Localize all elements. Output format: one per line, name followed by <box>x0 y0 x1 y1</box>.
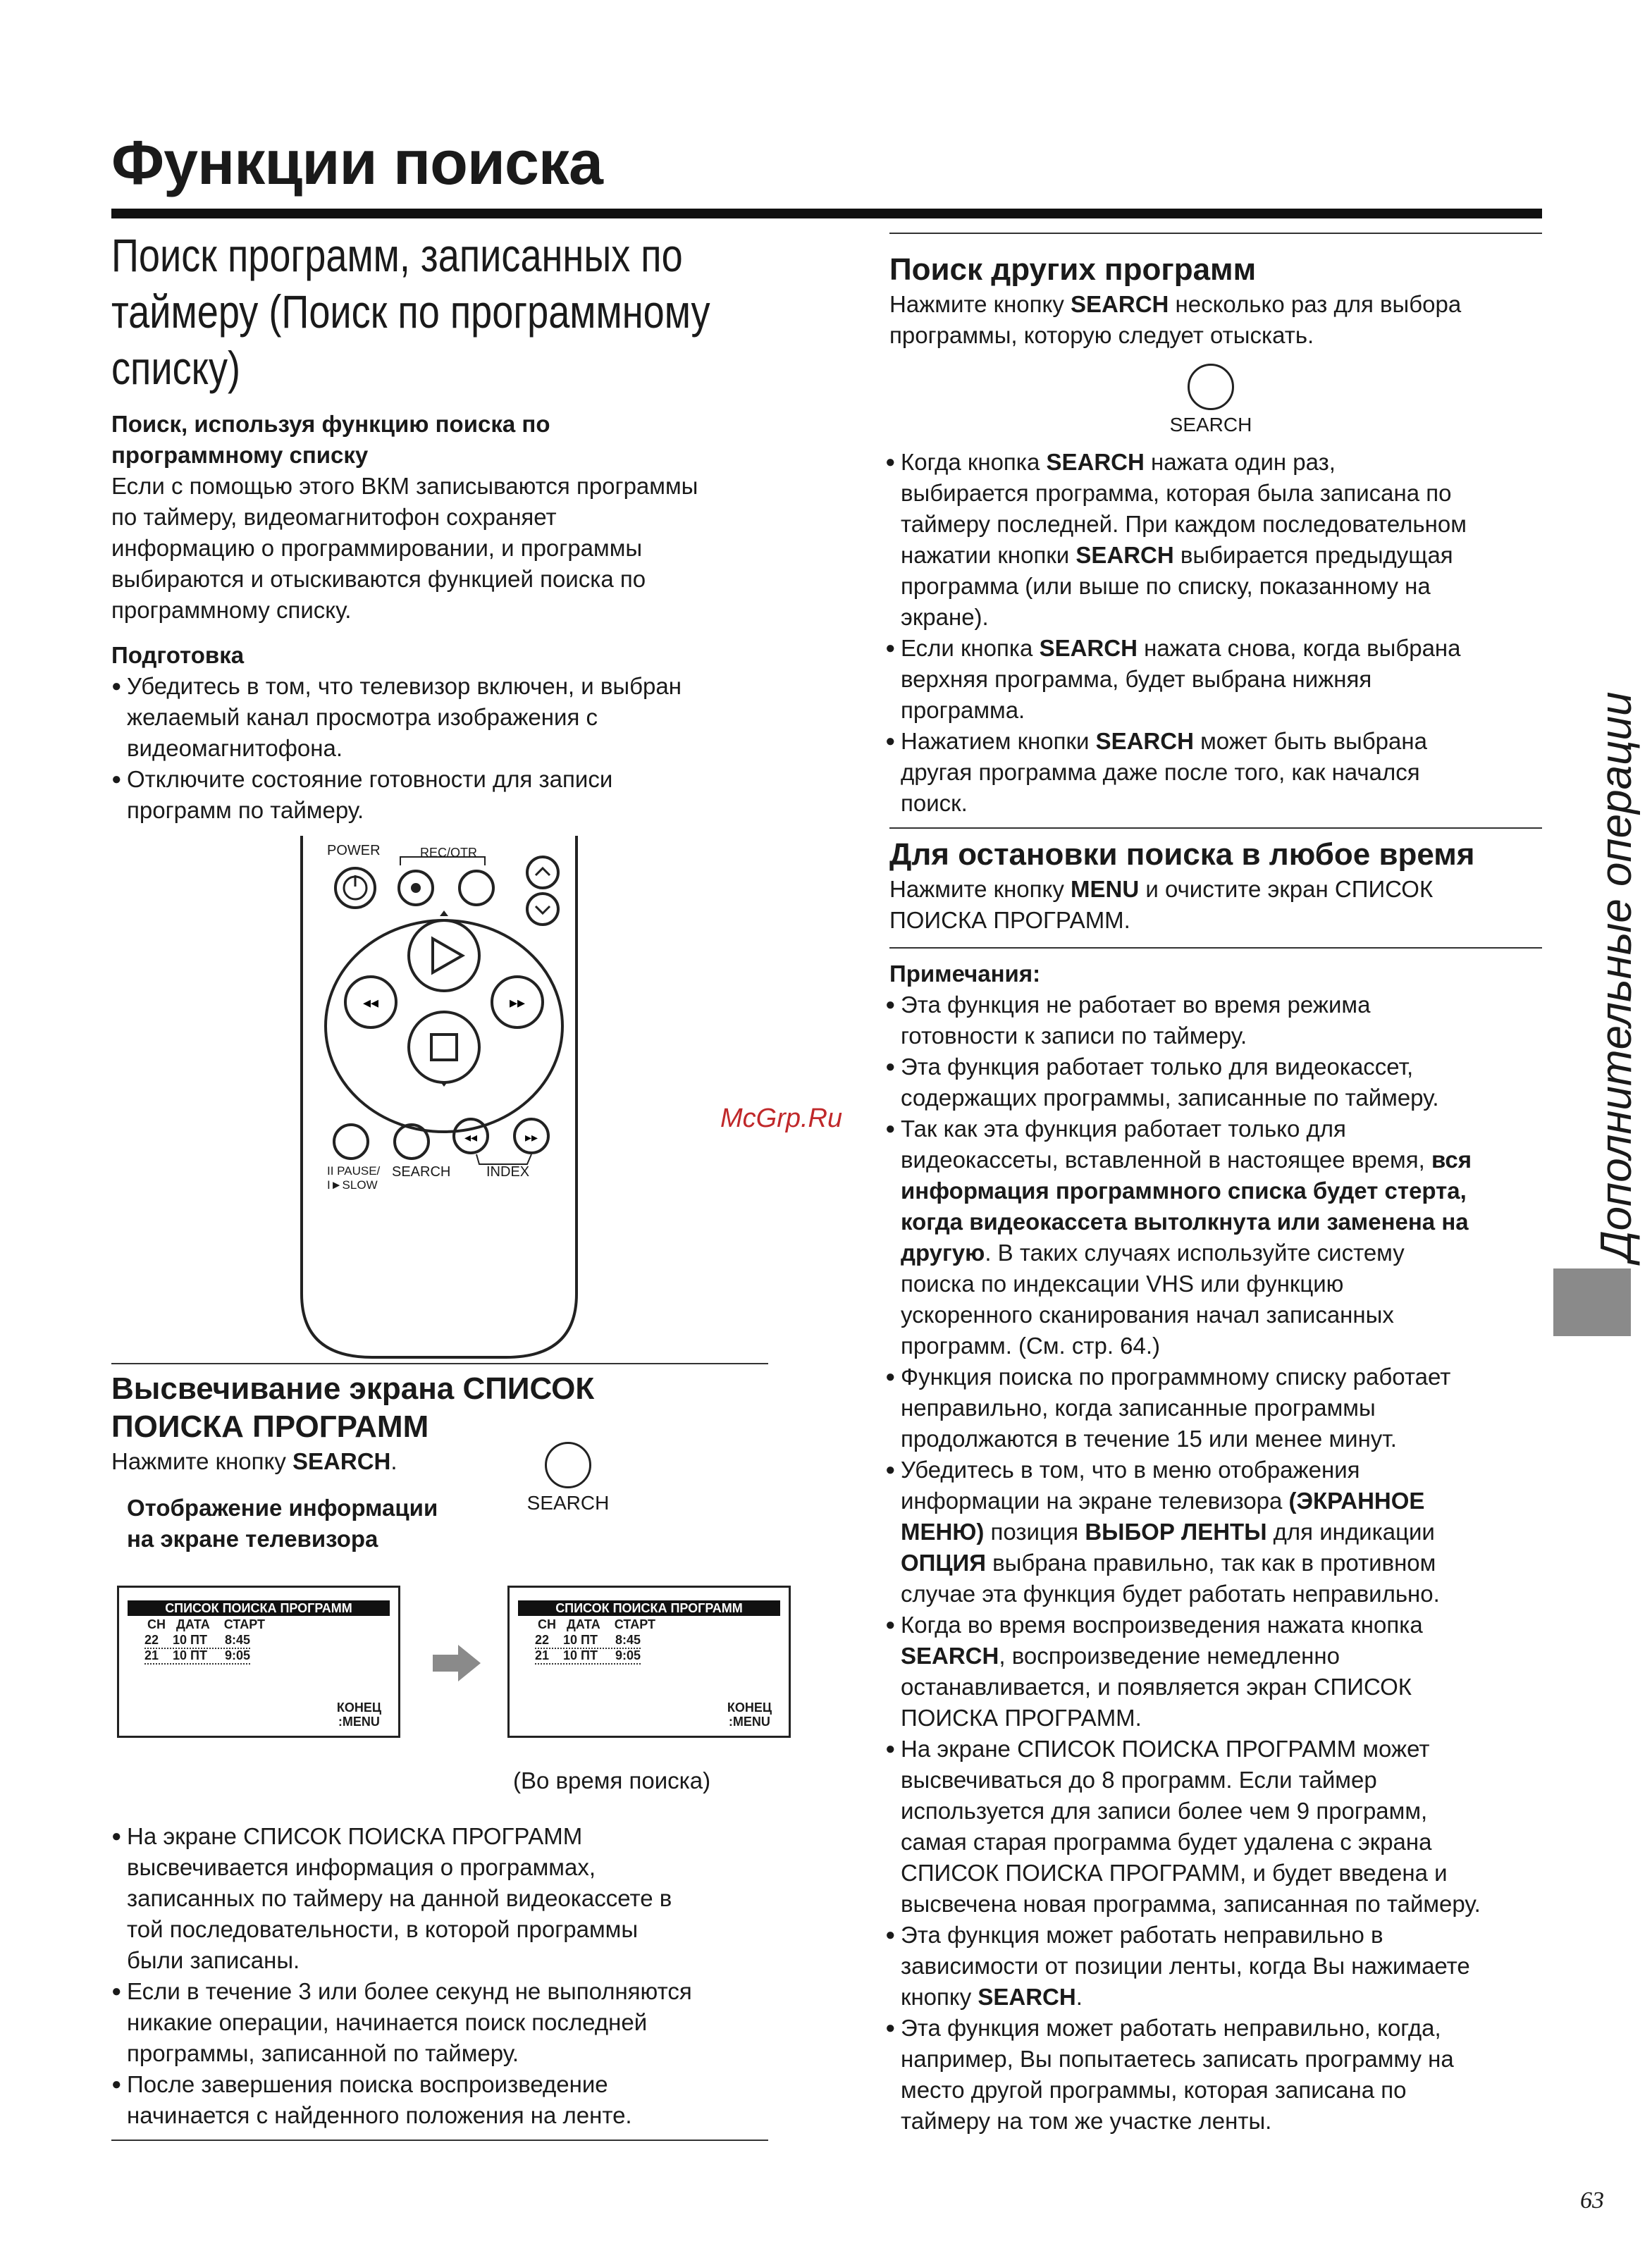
display-heading-line: ПОИСКА ПРОГРАММ <box>111 1409 429 1444</box>
text: позиция <box>984 1519 1085 1545</box>
text: Функция поиска по программному списку работает <box>901 1364 1451 1390</box>
text: нажата один раз, <box>1144 449 1336 475</box>
line <box>901 757 1548 788</box>
text: другая программа даже после того, как начался <box>901 759 1420 785</box>
divider <box>111 1363 768 1364</box>
text: Когда во время воспроизведения нажата кнопка <box>901 1612 1423 1638</box>
line <box>889 874 1545 905</box>
text: выбирается программа, которая была записана по <box>901 480 1452 506</box>
text: На экране СПИСОК ПОИСКА ПРОГРАММ может <box>901 1736 1430 1762</box>
line <box>901 2044 1555 2075</box>
text: верхняя программа, будет выбрана нижняя <box>901 666 1372 692</box>
search-button-figure <box>526 1442 610 1515</box>
list-item <box>111 1976 774 2069</box>
arrow-right-icon <box>433 1642 482 1684</box>
intro-line: Если с помощью этого ВКМ записываются программы <box>111 473 698 499</box>
line <box>901 1424 1555 1455</box>
line <box>901 2106 1555 2137</box>
line <box>901 1268 1555 1299</box>
line <box>901 1703 1555 1734</box>
intro-line: программному списку. <box>111 597 352 623</box>
text: может быть выбрана <box>1193 728 1427 754</box>
list-item <box>111 671 816 764</box>
emphasis-text: SEARCH <box>1046 449 1145 475</box>
search-button-icon <box>545 1442 591 1488</box>
tv-info-line: Отображение информации <box>127 1495 438 1521</box>
text: место другой программы, которая записана по <box>901 2077 1407 2103</box>
line <box>901 602 1548 633</box>
divider <box>889 827 1542 829</box>
subheading-line: программному списку <box>111 442 369 468</box>
remote-label-search: SEARCH <box>392 1164 451 1180</box>
play-icon <box>433 939 462 973</box>
end-line: :MENU <box>338 1715 380 1729</box>
text: кнопку <box>901 1984 978 2010</box>
line: ПОИСКА ПРОГРАММ. <box>889 907 1130 933</box>
list-item <box>111 764 816 826</box>
other-programs-heading: Поиск других программ <box>889 252 1257 287</box>
text: , воспроизведение немедленно <box>999 1643 1340 1669</box>
divider <box>889 233 1542 234</box>
text: экране). <box>901 604 989 630</box>
list-item <box>885 726 1548 819</box>
line <box>901 447 1548 478</box>
line <box>901 1579 1555 1610</box>
otr-button <box>460 871 493 905</box>
section-heading-program-search <box>111 227 758 396</box>
channel-down-button <box>527 894 558 925</box>
list-item <box>885 1610 1555 1734</box>
play-button <box>409 920 479 991</box>
text: Эта функция может работать неправильно, когда, <box>901 2015 1441 2041</box>
page-number: 63 <box>1580 2187 1604 2214</box>
line <box>901 989 1555 1020</box>
list-item <box>885 2013 1555 2137</box>
text: программ. (См. стр. 64.) <box>901 1333 1161 1359</box>
text: продолжаются в течение 15 или менее минут. <box>901 1426 1397 1452</box>
line: ● Если в течение 3 или более секунд не выполняются <box>127 1978 692 2004</box>
line: ● На экране СПИСОК ПОИСКА ПРОГРАММ <box>127 1823 583 1849</box>
line <box>901 726 1548 757</box>
line <box>901 1734 1555 1765</box>
text: программа (или выше по списку, показанному на <box>901 573 1431 599</box>
line <box>901 1020 1555 1051</box>
power-button <box>335 868 375 908</box>
left-column <box>111 227 816 826</box>
text: зависимости от позиции ленты, когда Вы нажимаете <box>901 1953 1470 1979</box>
line <box>901 1672 1555 1703</box>
stop-search-heading: Для остановки поиска в любое время <box>889 837 1475 872</box>
notes-section <box>885 958 1555 2137</box>
text: самая старая программа будет удалена с экрана <box>901 1829 1432 1855</box>
line <box>901 1796 1555 1827</box>
line <box>901 540 1548 571</box>
text: программа. <box>901 697 1025 723</box>
text: таймеру на том же участке ленты. <box>901 2108 1272 2134</box>
list-item <box>111 2069 774 2131</box>
emphasis-text: информация программного списка будет стерта, <box>901 1178 1467 1204</box>
text: Нажмите кнопку <box>889 291 1071 317</box>
line <box>901 571 1548 602</box>
emphasis-text: (ЭКРАННОЕ <box>1288 1488 1425 1514</box>
line <box>901 1858 1555 1889</box>
pause-slow-button <box>334 1125 368 1159</box>
text: нажатии кнопки <box>901 542 1076 568</box>
emphasis-text: другую <box>901 1240 985 1266</box>
text: например, Вы попытаетесь записать программу на <box>901 2046 1454 2072</box>
line <box>901 1051 1555 1082</box>
label-line: II PAUSE/ <box>327 1164 381 1178</box>
emphasis-text: SEARCH <box>978 1984 1076 2010</box>
line <box>901 1765 1555 1796</box>
stop-search-section <box>889 836 1545 936</box>
text: поиска по индексации VHS или функцию <box>901 1271 1344 1297</box>
list-item <box>885 1920 1555 2013</box>
text: высвечиваться до 8 программ. Если таймер <box>901 1767 1377 1793</box>
emphasis-text: ОПЦИЯ <box>901 1550 986 1576</box>
during-search-caption: (Во время поиска) <box>513 1767 711 1794</box>
line: были записаны. <box>127 1947 300 1973</box>
emphasis-text: вся <box>1431 1147 1472 1173</box>
line <box>901 1486 1555 1517</box>
side-tab-marker <box>1553 1268 1631 1336</box>
intro-line: информацию о программировании, и программы <box>111 535 643 561</box>
svg-text:▸▸: ▸▸ <box>509 994 526 1012</box>
emphasis-text: SEARCH <box>1075 542 1174 568</box>
list-item <box>885 633 1548 726</box>
search-caption: SEARCH <box>1169 414 1252 436</box>
label-line: I►SLOW <box>327 1178 378 1192</box>
text: неправильно, когда записанные программы <box>901 1395 1376 1421</box>
line <box>901 1827 1555 1858</box>
text: останавливается, и появляется экран СПИСОК <box>901 1674 1412 1700</box>
notes-title: Примечания: <box>889 961 1041 987</box>
line <box>901 1517 1555 1548</box>
line: ● После завершения поиска воспроизведение <box>127 2071 608 2097</box>
text: для индикации <box>1266 1519 1435 1545</box>
text: выбирается предыдущая <box>1173 542 1453 568</box>
svg-text:◂◂: ◂◂ <box>362 994 379 1012</box>
tv-end-label <box>727 1700 772 1729</box>
divider <box>889 947 1542 949</box>
svg-text:▸▸: ▸▸ <box>524 1130 538 1145</box>
line <box>901 1889 1555 1920</box>
title-rule <box>111 209 1542 218</box>
remote-control-illustration <box>295 836 598 1371</box>
line <box>901 1548 1555 1579</box>
line <box>901 2013 1555 2044</box>
line <box>901 1082 1555 1113</box>
tv-row: 21 10 ПТ 9:05 <box>144 1648 250 1665</box>
text: Нажмите кнопку <box>111 1448 293 1474</box>
emphasis-text: SEARCH <box>901 1643 999 1669</box>
stop-icon <box>431 1035 457 1060</box>
text: ПОИСКА ПРОГРАММ. <box>901 1705 1142 1731</box>
watermark: McGrp.Ru <box>720 1104 843 1133</box>
line: программы, записанной по таймеру. <box>127 2040 519 2066</box>
line: записанных по таймеру на данной видеокассете в <box>127 1885 672 1911</box>
line <box>901 478 1548 509</box>
heading-line: списку) <box>111 342 241 394</box>
list-item <box>885 1113 1555 1362</box>
remote-label-power: POWER <box>327 843 381 858</box>
svg-text:◂◂: ◂◂ <box>464 1130 478 1145</box>
list-item <box>111 1821 774 1976</box>
line <box>901 1393 1555 1424</box>
line <box>901 1237 1555 1268</box>
text: информации на экране телевизора <box>901 1488 1289 1514</box>
line: начинается с найденного положения на ленте. <box>127 2102 632 2128</box>
other-programs-notes <box>885 447 1548 819</box>
emphasis-text: SEARCH <box>1095 728 1194 754</box>
text: . В таких случаях используйте систему <box>985 1240 1405 1266</box>
text: Нажатием кнопки <box>901 728 1096 754</box>
line: той последовательности, в которой программы <box>127 1916 639 1942</box>
line <box>901 664 1548 695</box>
display-notes <box>111 1821 774 2131</box>
end-line: КОНЕЦ <box>727 1700 772 1715</box>
side-section-label: Дополнительные операции <box>1592 691 1641 1261</box>
text: несколько раз для выбора <box>1169 291 1462 317</box>
text: видеокассеты, вставленной в настоящее время, <box>901 1147 1431 1173</box>
subheading-line: Поиск, используя функцию поиска по <box>111 411 550 437</box>
line <box>901 1299 1555 1331</box>
line: видеомагнитофона. <box>127 735 343 761</box>
tv-header: СН ДАТА СТАРТ <box>147 1617 265 1631</box>
line <box>901 1175 1555 1206</box>
line <box>901 1455 1555 1486</box>
line <box>901 1144 1555 1175</box>
tv-info-line: на экране телевизора <box>127 1526 378 1552</box>
stop-button <box>409 1012 479 1082</box>
line <box>901 1331 1555 1362</box>
line <box>901 1982 1555 2013</box>
tv-header: СН ДАТА СТАРТ <box>538 1617 655 1631</box>
tv-title-bar: СПИСОК ПОИСКА ПРОГРАММ <box>518 1600 780 1616</box>
search-button <box>395 1125 429 1159</box>
line <box>901 1362 1555 1393</box>
line <box>901 509 1548 540</box>
text: Когда кнопка <box>901 449 1047 475</box>
tv-screen-during-search <box>507 1586 791 1738</box>
other-programs-section <box>889 251 1545 351</box>
line <box>901 2075 1555 2106</box>
display-heading-line: Высвечивание экрана СПИСОК <box>111 1371 595 1406</box>
search-button-figure <box>1169 364 1253 437</box>
intro-line: по таймеру, видеомагнитофон сохраняет <box>111 504 557 530</box>
text: содержащих программы, записанные по таймеру. <box>901 1085 1439 1111</box>
emphasis-text: ВЫБОР ЛЕНТЫ <box>1085 1519 1267 1545</box>
line <box>901 1113 1555 1144</box>
tv-end-label <box>337 1700 381 1729</box>
line <box>901 788 1548 819</box>
line <box>901 695 1548 726</box>
list-item <box>885 1051 1555 1113</box>
text: выбрана правильно, так как в противном <box>985 1550 1436 1576</box>
tv-screen-before <box>117 1586 400 1738</box>
line <box>889 289 1545 320</box>
list-item <box>885 1455 1555 1610</box>
text: Убедитесь в том, что в меню отображения <box>901 1457 1360 1483</box>
line: программы, которую следует отыскать. <box>889 322 1314 348</box>
tv-title-bar: СПИСОК ПОИСКА ПРОГРАММ <box>128 1600 390 1616</box>
line <box>901 1920 1555 1951</box>
list-item <box>885 1734 1555 1920</box>
preparation-list <box>111 671 816 826</box>
heading-line: Поиск программ, записанных по <box>111 229 683 281</box>
list-item <box>885 989 1555 1051</box>
line <box>901 633 1548 664</box>
line: никакие операции, начинается поиск последней <box>127 2009 648 2035</box>
line <box>901 1641 1555 1672</box>
text: Эта функция может работать неправильно в <box>901 1922 1383 1948</box>
key-name: SEARCH <box>1071 291 1169 317</box>
text: готовности к записи по таймеру. <box>901 1023 1247 1049</box>
text: нажата снова, когда выбрана <box>1137 635 1461 661</box>
text: и очистите экран СПИСОК <box>1139 876 1434 902</box>
text: Эта функция работает только для видеокассет, <box>901 1054 1414 1080</box>
list-item <box>885 447 1548 633</box>
line: ● Отключите состояние готовности для записи <box>127 766 613 792</box>
line <box>901 1610 1555 1641</box>
remote-label-index: INDEX <box>486 1164 530 1180</box>
line <box>901 1206 1555 1237</box>
text: Нажмите кнопку <box>889 876 1071 902</box>
emphasis-text: SEARCH <box>1039 635 1138 661</box>
text: таймеру последней. При каждом последовательном <box>901 511 1467 537</box>
text: Эта функция не работает во время режима <box>901 992 1371 1018</box>
line: программ по таймеру. <box>127 797 364 823</box>
emphasis-text: МЕНЮ) <box>901 1519 985 1545</box>
text: случае эта функция будет работать неправильно. <box>901 1581 1440 1607</box>
end-line: :MENU <box>728 1715 770 1729</box>
line <box>901 1951 1555 1982</box>
tv-row: 22 10 ПТ 8:45 <box>144 1633 250 1649</box>
search-button-icon <box>1188 364 1234 410</box>
intro-line: выбираются и отыскиваются функцией поиска по <box>111 566 646 592</box>
line: высвечивается информация о программах, <box>127 1854 596 1880</box>
text: ускоренного сканирования начал записанных <box>901 1302 1394 1328</box>
key-name: MENU <box>1071 876 1140 902</box>
text: . <box>390 1448 397 1474</box>
emphasis-text: когда видеокассета вытолкнута или заменена на <box>901 1209 1469 1235</box>
text: Если кнопка <box>901 635 1040 661</box>
tv-row: 22 10 ПТ 8:45 <box>535 1633 641 1649</box>
text: высвечена новая программа, записанная по таймеру. <box>901 1891 1481 1917</box>
tv-row: 21 10 ПТ 9:05 <box>535 1648 641 1665</box>
text: используется для записи более чем 9 программ, <box>901 1798 1428 1824</box>
text: поиск. <box>901 790 968 816</box>
heading-line: таймеру (Поиск по программному <box>111 285 710 338</box>
end-line: КОНЕЦ <box>336 1700 381 1715</box>
search-caption: SEARCH <box>526 1492 610 1514</box>
page-title: Функции поиска <box>111 128 603 197</box>
remote-label-pause-slow <box>327 1164 380 1192</box>
text: Так как эта функция работает только для <box>901 1116 1346 1142</box>
divider <box>111 2140 768 2141</box>
channel-up-button <box>527 857 558 888</box>
line: желаемый канал просмотра изображения с <box>127 704 598 730</box>
key-name: SEARCH <box>292 1448 391 1474</box>
list-item <box>885 1362 1555 1455</box>
preparation-title: Подготовка <box>111 642 245 668</box>
text: СПИСОК ПОИСКА ПРОГРАММ, и будет введена и <box>901 1860 1448 1886</box>
line: ● Убедитесь в том, что телевизор включен, и выбран <box>127 673 682 699</box>
text: . <box>1075 1984 1083 2010</box>
remote-label-rec: REC/OTR <box>420 846 477 860</box>
